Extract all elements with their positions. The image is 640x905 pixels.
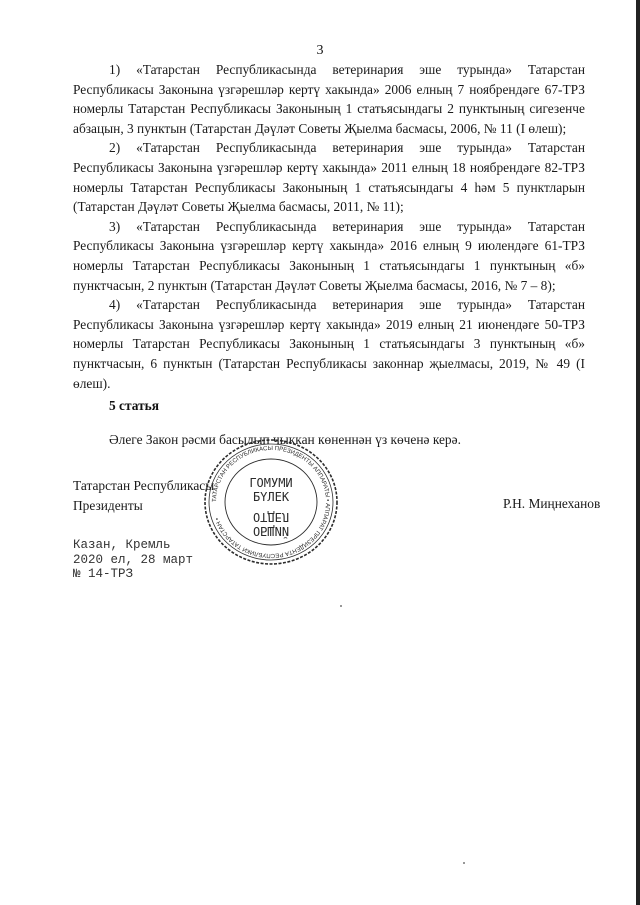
list-item: 2) «Татарстан Республикасында ветеринария эше турында» Татарстан Республикасы Законына үзгәрешләр кертү хакында» 2011 елның 18 ноябрендәге 82-ТРЗ номерлы Татарстан Республикасы Законының 1 статьясындагы 4 һәм 5 пунктларын (Татарстан Дәүләт Советы Җыелма басмасы, 2011, № 11); [73,140,585,215]
date: 2020 ел, 28 март [73,552,194,567]
stamp-ring-text: ТАТАРСТАН РЕСПУБЛИКАСЫ ПРЕЗИДЕНТЫ АППАРАТЫ • АППАРАТ ПРЕЗИДЕНТА РЕСПУБЛИКИ ТАТАРСТАН • [211,445,331,559]
signatory-title-line1: Татарстан Республикасы [73,478,215,493]
article-text: Әлеге Закон рәсми басылып чыккан көненнән үз көченә керә. [109,432,461,447]
list-item: 1) «Татарстан Республикасында ветеринария эше турында» Татарстан Республикасы Законына үзгәрешләр кертү хакында» 2006 елның 7 ноябрендәге 67-ТРЗ номерлы Татарстан Республикасы Законының 1 статьясындагы 2 пунктының сигезенче абзацын, 3 пунктын (Татарстан Дәүләт Советы Җыелма басмасы, 2006, № 11 (I өлеш); [73,62,585,136]
article-heading: 5 статья [109,398,159,413]
stamp-line2: БҮЛЕК [252,490,290,504]
scan-speck [340,605,342,607]
stamp-line4: ОБЩИЙ [252,524,290,538]
scan-edge [636,0,640,905]
signatory-title-line2: Президенты [73,497,143,513]
place: Казан, Кремль [73,538,171,552]
place-date-block [73,538,193,582]
law-number: № 14-ТРЗ [73,567,134,581]
signatory-name: Р.Н. Миңнеханов [503,496,601,511]
stamp-line1: ГОМУМИ [249,476,293,490]
signatory-title [73,476,214,515]
page-number: 3 [316,43,324,58]
official-stamp [201,437,341,567]
list-item: 4) «Татарстан Республикасында ветеринария эше турында» Татарстан Республикасы Законына үзгәрешләр кертү хакында» 2019 елның 21 июнендәге 50-ТРЗ номерлы Татарстан Республикасы Законының 1 статьясындагы 3 пунктының «б» пунктчасын, 6 пунктын (Татарстан Республикасы законнар җыелмасы, 2019, № 49 (I өлеш). [73,297,585,391]
repeal-list [73,60,585,393]
list-item: 3) «Татарстан Республикасында ветеринария эше турында» Татарстан Республикасы Законына үзгәрешләр кертү хакында» 2016 елның 9 июлендәге 61-ТРЗ номерлы Татарстан Республикасы Законының 1 статьясындагы 1 пунктының «б» пунктчасын, 2 пунктын (Татарстан Дәүләт Советы Җыелма басмасы, 2016, № 7 – 8); [73,218,585,293]
scan-speck [463,862,465,864]
stamp-line3: ОТДЕЛ [252,510,290,524]
